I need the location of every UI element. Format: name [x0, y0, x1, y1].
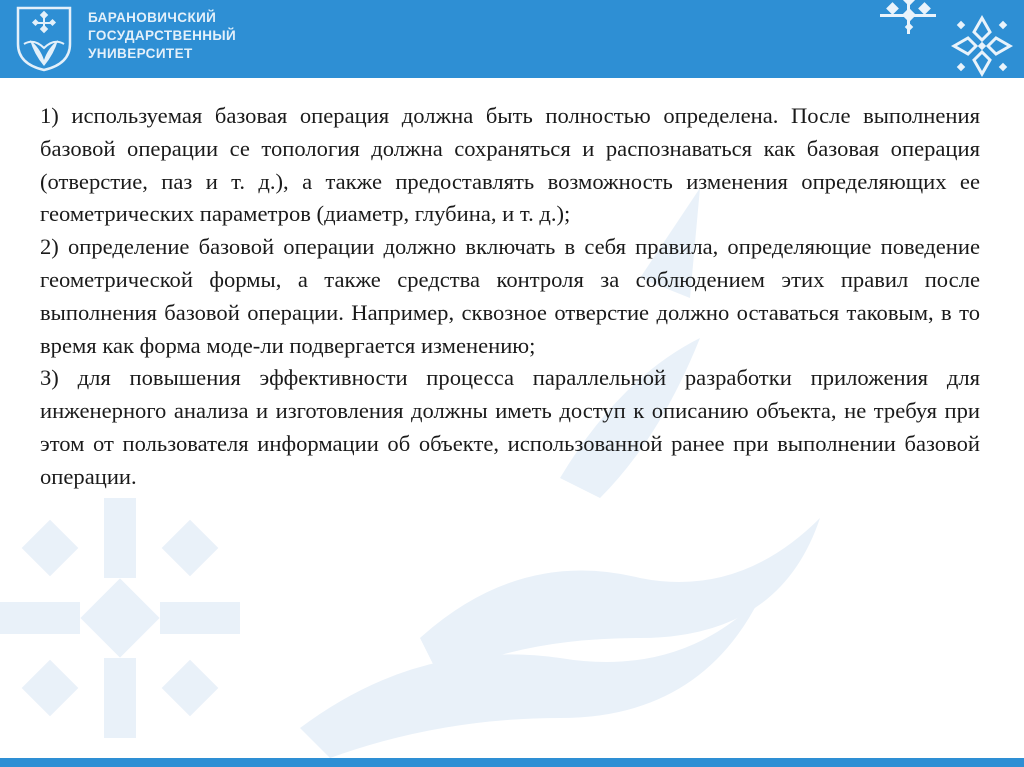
paragraph-2: 2) определение базовой операции должно включать в себя правила, определяющие поведение геометрической формы, а также средства контроля за соблюдением этих правил после выполнения базовой операции. Например, сквозное отверстие должно оставаться таковым, в то время как форма моде-ли подвергается изменению; [40, 234, 980, 358]
university-name [88, 9, 236, 63]
university-name-line-3: УНИВЕРСИТЕТ [88, 46, 193, 61]
slide-header [0, 0, 1024, 78]
university-emblem-icon [14, 4, 74, 72]
paragraph-1: 1) используемая базовая операция должна быть полностью определена. После выполнения базовой операции се топология должна сохраняться и распознаваться как базовая операция (отверстие, паз и т. д.), а также предоставлять возможность изменения определяющих ее геометрических параметров (диаметр, глубина, и т. д.); [40, 103, 980, 227]
snowflake-ornament-icon [880, 0, 936, 38]
slide-body-text [40, 100, 980, 494]
university-name-line-1: БАРАНОВИЧСКИЙ [88, 10, 217, 25]
snowflake-ornament-icon [950, 14, 1014, 78]
university-name-line-2: ГОСУДАРСТВЕННЫЙ [88, 28, 237, 43]
slide-footer-bar [0, 758, 1024, 767]
paragraph-3: 3) для повышения эффективности процесса параллельной разработки приложения для инженерного анализа и изготовления должны иметь доступ к описанию объекта, не требуя при этом от пользователя информации об объекте, использованной ранее при выполнении базовой операции. [40, 365, 980, 489]
